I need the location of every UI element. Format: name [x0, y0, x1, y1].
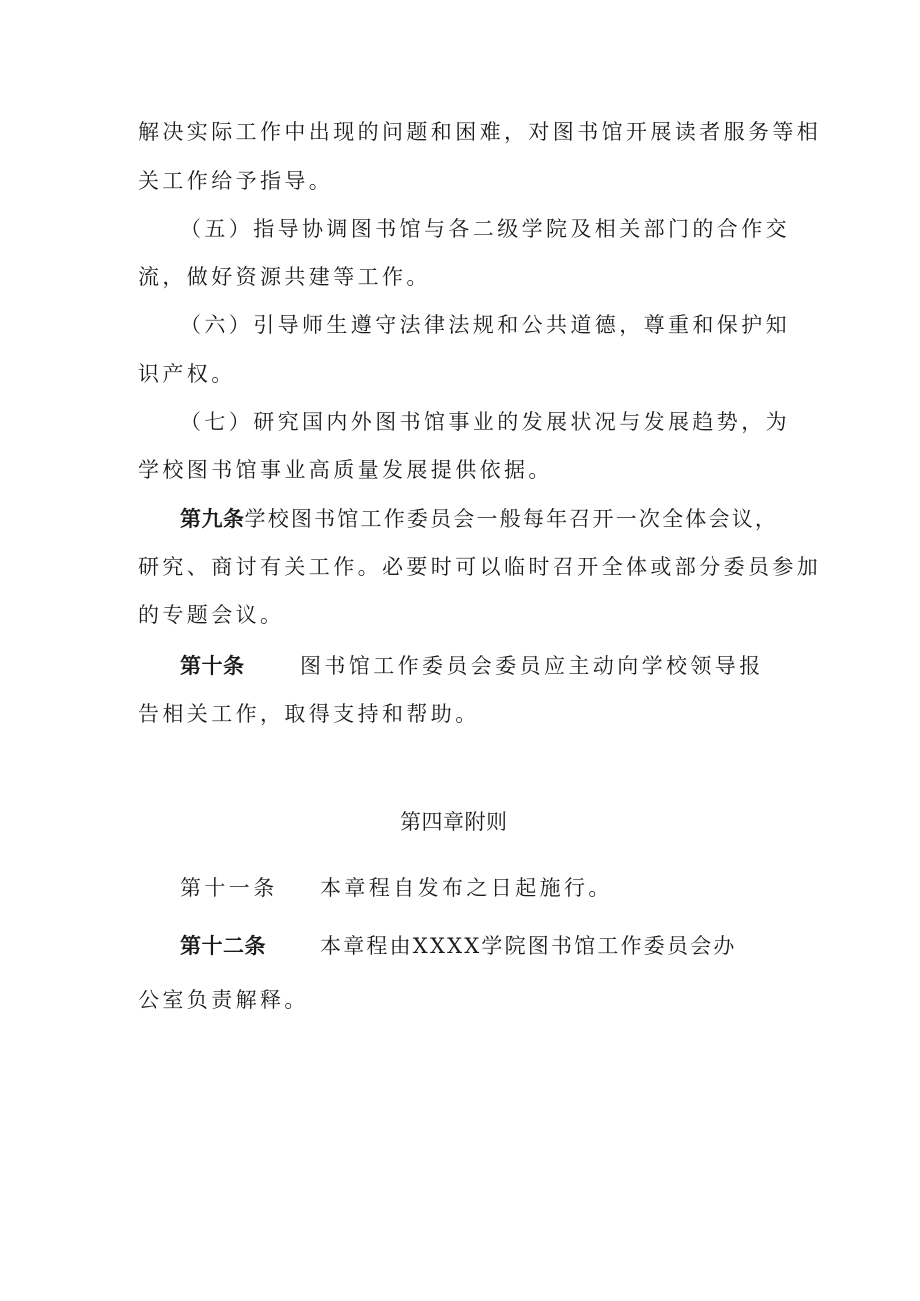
article-12-line: 公室负责解释。 — [138, 988, 309, 1012]
article-9-text: 学校图书馆工作委员会一般每年召开一次全体会议， — [244, 507, 779, 531]
chapter-title: 第四章附则 — [400, 810, 508, 834]
article-10-label: 第十条 — [180, 654, 245, 678]
article-12-line — [180, 931, 266, 961]
article-9-line: 的专题会议。 — [138, 603, 285, 627]
article-12-label: 第十二条 — [180, 934, 266, 958]
article-12-text: 本章程由XXXX学院图书馆工作委员会办 — [320, 934, 737, 958]
item-6-line: 识产权。 — [138, 362, 236, 386]
item-5-line: （五）指导协调图书馆与各二级学院及相关部门的合作交 — [180, 217, 790, 241]
item-7-line: 学校图书馆事业高质量发展提供依据。 — [138, 458, 553, 482]
article-10-line: 告相关工作，取得支持和帮助。 — [138, 702, 480, 726]
paragraph-line: 关工作给予指导。 — [138, 169, 334, 193]
item-5-line: 流，做好资源共建等工作。 — [138, 265, 431, 289]
article-10-text: 图书馆工作委员会委员应主动向学校领导报 — [300, 654, 764, 678]
article-10-line — [180, 651, 245, 681]
article-9-line — [180, 504, 778, 534]
item-7-line: （七）研究国内外图书馆事业的发展状况与发展趋势，为 — [180, 410, 790, 434]
article-11-text: 本章程自发布之日起施行。 — [320, 876, 613, 900]
article-11-label: 第十一条 — [180, 876, 278, 900]
item-6-line: （六）引导师生遵守法律法规和公共道德，尊重和保护知 — [180, 313, 790, 337]
article-9-label: 第九条 — [180, 507, 245, 531]
article-9-line: 研究、商讨有关工作。必要时可以临时召开全体或部分委员参加 — [138, 555, 822, 579]
paragraph-line: 解决实际工作中出现的问题和困难，对图书馆开展读者服务等相 — [138, 120, 822, 144]
